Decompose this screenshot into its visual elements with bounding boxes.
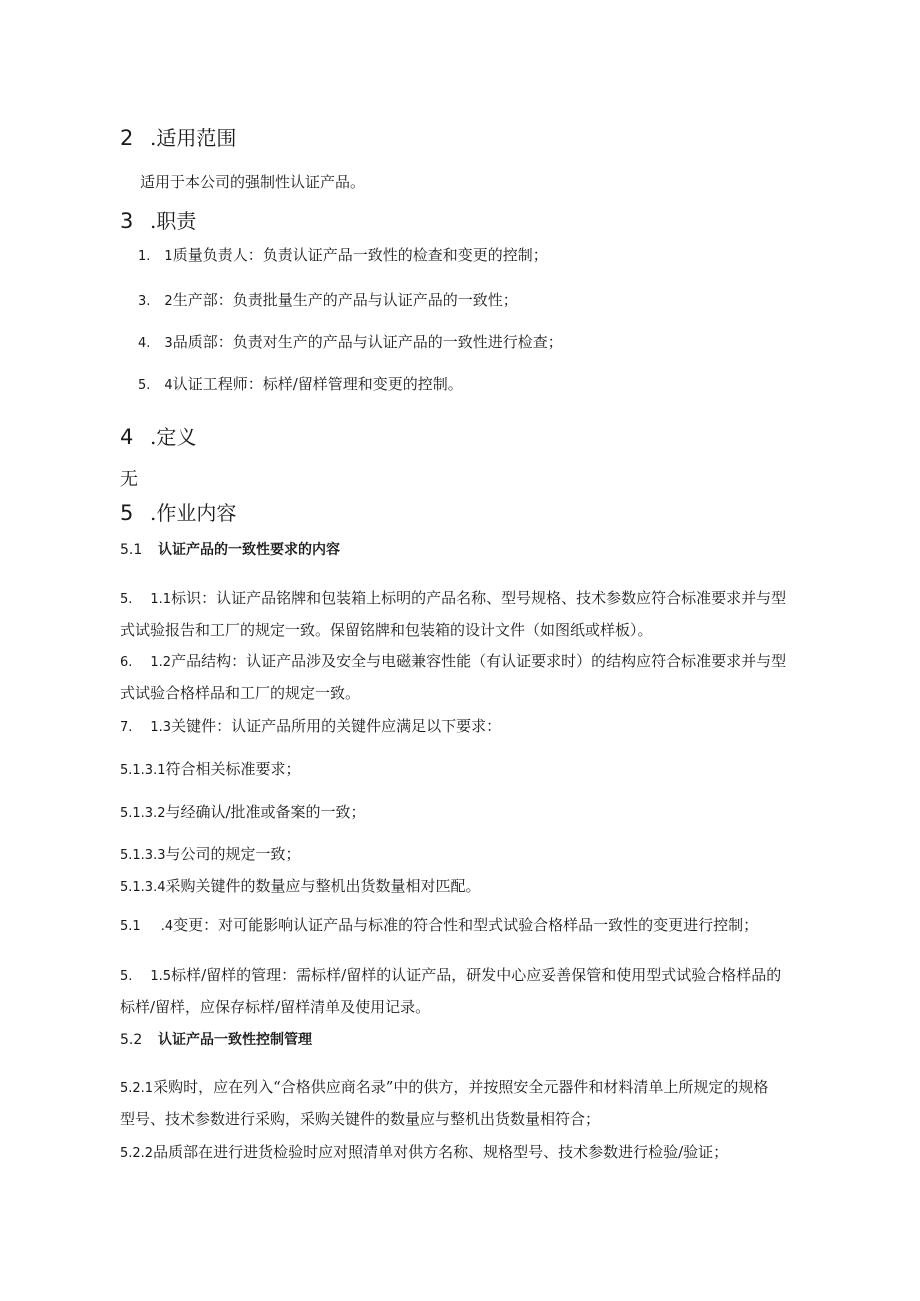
key-part-item: 5.1.3.3与公司的规定一致； bbox=[120, 845, 301, 863]
paragraph-5-1-5: 5. 1.5标样/留样的管理：需标样/留样的认证产品，研发中心应妥善保管和使用型式试验合格样品的 标样/留样，应保存标样/留样清单及使用记录。 bbox=[120, 966, 782, 1016]
section-4-text: 无 bbox=[120, 469, 138, 490]
key-part-item: 5.1.3.4采购关键件的数量应与整机出货数量相对匹配。 bbox=[120, 877, 481, 895]
section-number: 5 bbox=[120, 501, 134, 525]
duty-item: 4. 3品质部：负责对生产的产品与认证产品的一致性进行检查； bbox=[138, 333, 563, 351]
section-3-heading bbox=[120, 208, 196, 234]
section-title: .职责 bbox=[150, 209, 197, 233]
section-5-heading bbox=[120, 500, 236, 526]
paragraph-5-1-4: 5.1 .4变更：对可能影响认证产品与标准的符合性和型式试验合格样品一致性的变更进行控制； bbox=[120, 916, 759, 934]
key-part-item: 5.1.3.2与经确认/批准或备案的一致； bbox=[120, 803, 366, 821]
section-4-heading bbox=[120, 424, 196, 450]
section-title: .适用范围 bbox=[150, 126, 237, 150]
section-number: 3 bbox=[120, 209, 134, 233]
paragraph-5-1-3: 7. 1.3关键件：认证产品所用的关键件应满足以下要求： bbox=[120, 717, 502, 735]
section-2-heading bbox=[120, 125, 236, 151]
duty-item: 1. 1质量负责人：负责认证产品一致性的检查和变更的控制； bbox=[138, 246, 548, 264]
section-2-text: 适用于本公司的强制性认证产品。 bbox=[140, 173, 366, 191]
paragraph-5-1-2: 6. 1.2产品结构：认证产品涉及安全与电磁兼容性能（有认证要求时）的结构应符合标准要求并与型 式试验合格样品和工厂的规定一致。 bbox=[120, 652, 787, 702]
section-title: .定义 bbox=[150, 425, 197, 449]
key-part-item: 5.1.3.1符合相关标准要求； bbox=[120, 760, 301, 778]
duty-item: 3. 2生产部：负责批量生产的产品与认证产品的一致性； bbox=[138, 291, 518, 309]
paragraph-5-2-1: 5.2.1采购时，应在列入“合格供应商名录”中的供方，并按照安全元器件和材料清单上所规定的规格 型号、技术参数进行采购，采购关键件的数量应与整机出货数量相符合； bbox=[120, 1078, 769, 1128]
duty-item: 5. 4认证工程师：标样/留样管理和变更的控制。 bbox=[138, 375, 463, 393]
paragraph-5-2-2: 5.2.2品质部在进行进货检验时应对照清单对供方名称、规格型号、技术参数进行检验/验证； bbox=[120, 1143, 729, 1161]
section-title: .作业内容 bbox=[150, 501, 237, 525]
paragraph-5-1-1: 5. 1.1标识：认证产品铭牌和包装箱上标明的产品名称、型号规格、技术参数应符合标准要求并与型 式试验报告和工厂的规定一致。保留铭牌和包装箱的设计文件（如图纸或样板）。 bbox=[120, 589, 787, 639]
subsection-5-1-heading: 5.1 认证产品的一致性要求的内容 bbox=[120, 542, 340, 558]
section-number: 2 bbox=[120, 126, 134, 150]
subsection-5-2-heading: 5.2 认证产品一致性控制管理 bbox=[120, 1032, 312, 1048]
section-number: 4 bbox=[120, 425, 134, 449]
